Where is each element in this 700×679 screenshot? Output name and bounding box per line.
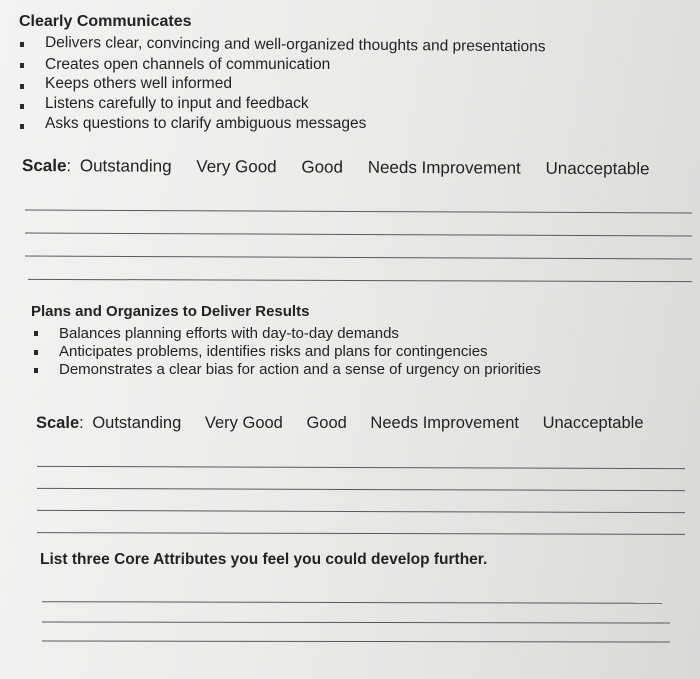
bullet-item: Demonstrates a clear bias for action and a sense of urgency on priorities — [59, 361, 541, 378]
scale-option-needs-improvement[interactable]: Needs Improvement — [370, 414, 519, 432]
scale-option-outstanding[interactable]: Outstanding — [79, 156, 172, 176]
bullet-item: Delivers clear, convincing and well-organized thoughts and presentations — [44, 34, 546, 56]
bullet-dot — [20, 42, 24, 47]
write-line[interactable] — [25, 233, 692, 237]
write-line[interactable] — [42, 621, 670, 623]
scale-option-very-good[interactable]: Very Good — [204, 414, 283, 432]
scale-label: Scale — [36, 414, 80, 432]
scale-option-unacceptable[interactable]: Unacceptable — [545, 158, 650, 179]
bullet-item: Asks questions to clarify ambiguous messages — [45, 115, 367, 132]
section-title-communicates: Clearly Communicates — [19, 13, 192, 30]
scale-colon: : — [79, 414, 84, 432]
bullet-dot — [20, 104, 24, 109]
write-line[interactable] — [25, 210, 692, 214]
write-line[interactable] — [42, 640, 670, 642]
bullet-dot — [20, 63, 24, 68]
bullet-dot — [34, 350, 38, 355]
write-line[interactable] — [37, 510, 685, 513]
write-line[interactable] — [37, 488, 685, 491]
bullet-item: Listens carefully to input and feedback — [45, 95, 309, 112]
bullet-dot — [34, 368, 38, 373]
write-line[interactable] — [25, 256, 692, 260]
scale-option-outstanding[interactable]: Outstanding — [92, 414, 182, 432]
scale-option-very-good[interactable]: Very Good — [196, 156, 277, 177]
develop-prompt: List three Core Attributes you feel you could develop further. — [40, 551, 488, 568]
scale-option-good[interactable]: Good — [306, 414, 347, 432]
scale-option-unacceptable[interactable]: Unacceptable — [542, 414, 644, 432]
write-line[interactable] — [37, 532, 685, 535]
scale-label: Scale — [21, 156, 67, 176]
write-line[interactable] — [28, 279, 692, 282]
bullet-item: Creates open channels of communication — [45, 56, 331, 73]
bullet-dot — [20, 84, 24, 89]
write-line[interactable] — [42, 601, 662, 604]
rating-scale-2 — [36, 414, 644, 433]
scale-option-good[interactable]: Good — [301, 157, 344, 177]
scale-colon: : — [66, 156, 72, 176]
bullet-item: Anticipates problems, identifies risks and plans for contingencies — [59, 343, 488, 360]
rating-scale-1 — [22, 156, 650, 179]
section-title-plans: Plans and Organizes to Deliver Results — [31, 303, 310, 320]
write-line[interactable] — [37, 466, 685, 469]
bullet-item: Keeps others well informed — [45, 75, 232, 92]
scale-option-needs-improvement[interactable]: Needs Improvement — [367, 157, 521, 178]
bullet-dot — [20, 124, 24, 129]
bullet-item: Balances planning efforts with day-to-day demands — [59, 325, 399, 342]
bullet-dot — [34, 331, 38, 336]
